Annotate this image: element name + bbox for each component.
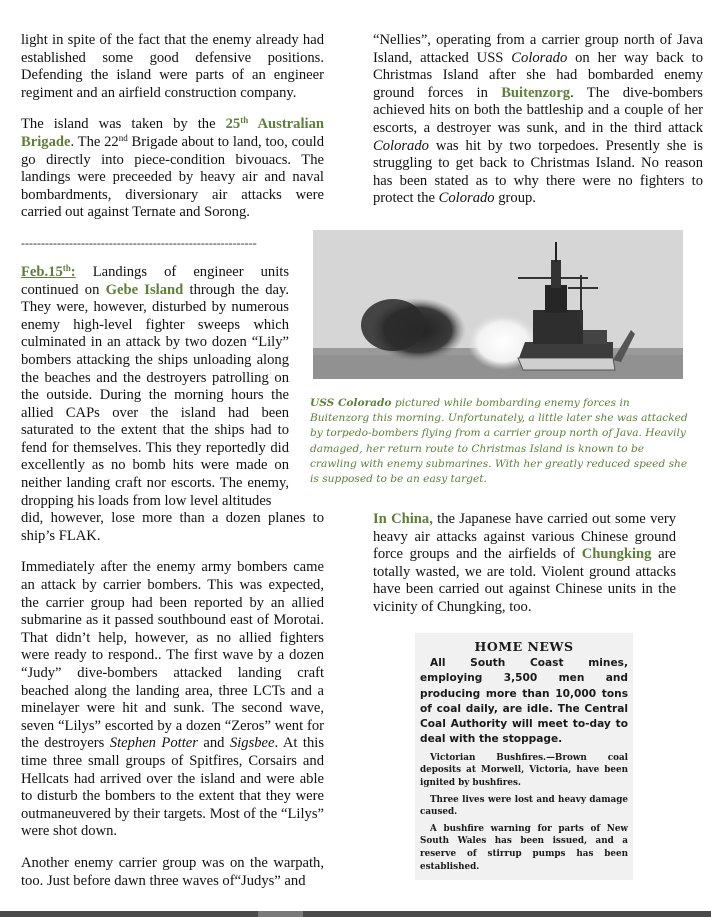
paragraph-feb15-cont: did, however, lose more than a dozen planes to ship’s FLAK. bbox=[21, 510, 324, 544]
superscript: nd bbox=[118, 132, 128, 143]
ship-name: Colorado bbox=[373, 137, 429, 154]
ship-name: Stephen Potter bbox=[109, 735, 198, 752]
newspaper-clipping bbox=[415, 633, 633, 880]
text: The island was taken by the bbox=[21, 116, 226, 133]
paragraph-island-taken bbox=[21, 116, 324, 222]
highlight-chungking: Chungking bbox=[581, 546, 652, 563]
right-column-top bbox=[373, 32, 703, 222]
date-heading: Feb.15th: bbox=[21, 262, 76, 280]
ship-name: Colorado bbox=[438, 190, 495, 207]
paragraph-china: In China, the Japanese have carried out some very heavy air attacks against various Chinese ground force groups and the airfields of Chungking are totally wasted, we are told. Violent ground attacks have been carried out against Chinese units in the vicinity of Chungking, too. bbox=[373, 511, 676, 615]
highlight-brigade: 25th Australian Brigade bbox=[21, 115, 324, 150]
paragraph-colorado: “Nellies”, operating from a carrier group north of Java Island, attacked USS Colorado on her way back to Christmas Island after she had bombarded enemy ground forces in Buitenzorg. The dive-bombers achieved hits on both the battleship and a couple of her escorts, a destroyer was sunk, and in the third attack Colorado was hit by two torpedoes. Presently she is struggling to get back to Christmas Island. No reason has been stated as to why there were no fighters to protect the Colorado group. bbox=[373, 32, 703, 207]
clipping-lead: All South Coast mines, employing 3,500 men and producing more than 10,000 tons of coal daily, are idle. The Central Coal Authority will meet to-day to deal with the stoppage. bbox=[420, 657, 628, 746]
clipping-paragraph: A bushfire warning for parts of New South Wales has been issued, and a reserve of stirrup pumps has been established. bbox=[420, 823, 628, 872]
text: . At this time three small groups of Spitfires, Corsairs and Hellcats had arrived over the island and were able to disturb the bombers to the extent that they were outmaneuvered by their targets. Most of the “Lilys” were shot down. bbox=[21, 735, 324, 840]
horizontal-scrollbar[interactable] bbox=[0, 911, 711, 917]
text: . The 22 bbox=[70, 133, 119, 150]
highlight-buitenzorg: Buitenzorg bbox=[501, 84, 571, 101]
caption-ship: USS Colorado bbox=[310, 397, 392, 409]
highlight-in-china: In China, bbox=[373, 511, 433, 527]
china-section bbox=[373, 511, 676, 631]
clipping-paragraph: Victorian Bushfires.—Brown coal deposits at Morwell, Victoria, have been ignited by bushfires. bbox=[420, 752, 628, 788]
battleship-image-icon bbox=[313, 230, 683, 379]
text: Brigade about to land, too, could go directly into piece-condition bivouacs. The landings were preceeded by heavy air and naval bombardments, diversionary air attacks were carried out against Ternate and Sorong. bbox=[21, 133, 324, 221]
highlight-gebe-island: Gebe Island bbox=[105, 281, 184, 298]
paragraph-warpath: Another enemy carrier group was on the warpath, too. Just before dawn three waves of“Judys” and bbox=[21, 854, 324, 889]
ship-name: Colorado bbox=[511, 49, 568, 66]
paragraph-feb15 bbox=[21, 264, 289, 510]
paragraph-defense: light in spite of the fact that the enemy already had established some good defensive positions. Defending the island were parts of an engineer regiment and an airfield construction company. bbox=[21, 32, 324, 101]
text: Landings of engineer units continued on bbox=[21, 263, 289, 298]
text: “Nellies”, operating from a carrier group north of Java Island, attacked USS bbox=[373, 32, 703, 66]
battleship-photo bbox=[313, 230, 683, 379]
clipping-paragraph: Three lives were lost and heavy damage caused. bbox=[420, 794, 628, 818]
text: through the day. They were, however, disturbed by numerous enemy high-level fighter sweeps which culminated in an attack by two dozen “Lily” bombers attacking the ships unloading along the beaches and the destroyers patrolling on the outside. During the morning hours the allied CAPs over the island had been saturated to the extent that the ships had to fend for themselves. This they reportedly did excellently as no bomb hits were made on neither landing craft nor escorts. The enemy, dropping his loads from low level altitudes bbox=[21, 281, 289, 509]
caption-text: pictured while bombarding enemy forces in Buitenzorg this morning. Unfortunately, a little later she was attacked by torpedo-bombers flying from a carrier group north of Java. Heavily damaged, her return route to Christmas Island is known to be crawling with enemy submarines. With her greatly reduced speed she is supposed to be an easy target. bbox=[310, 397, 688, 486]
section-divider: ----------------------------------------------------------- bbox=[21, 235, 257, 250]
ship-name: Sigsbee bbox=[229, 735, 275, 752]
text: Immediately after the enemy army bombers came an attack by carrier bombers. This was expected, the carrier group had been reported by an allied submarine as it passed southbound east of Morotai. That didn’t help, however, as no allied fighters were ready to respond.. The first wave by a dozen “Judy” dive-bombers attacked landing craft beached along the landing area, three LCTs and a minelayer were hit and sunk. The second wave, seven “Lilys” escorted by a dozen “Zeros” went for the destroyers bbox=[21, 559, 324, 752]
scrollbar-thumb[interactable] bbox=[258, 911, 303, 917]
left-column bbox=[21, 32, 324, 904]
photo-caption bbox=[310, 396, 690, 487]
clipping-title: HOME NEWS bbox=[474, 639, 574, 654]
paragraph-carrier-attack: Immediately after the enemy army bombers came an attack by carrier bombers. This was expected, the carrier group had been reported by an allied submarine as it passed southbound east of Morotai. That didn’t help, however, as no allied fighters were ready to respond.. The first wave by a dozen “Judy” dive-bombers attacked landing craft beached along the landing area, three LCTs and a minelayer were hit and sunk. The second wave, seven “Lilys” escorted by a dozen “Zeros” went for the destroyers Stephen Potter and Sigsbee. At this time three small groups of Spitfires, Corsairs and Hellcats had arrived over the island and were able to disturb the bombers to the extent that they were outmaneuvered by their targets. Most of the “Lilys” were shot down. bbox=[21, 559, 324, 840]
